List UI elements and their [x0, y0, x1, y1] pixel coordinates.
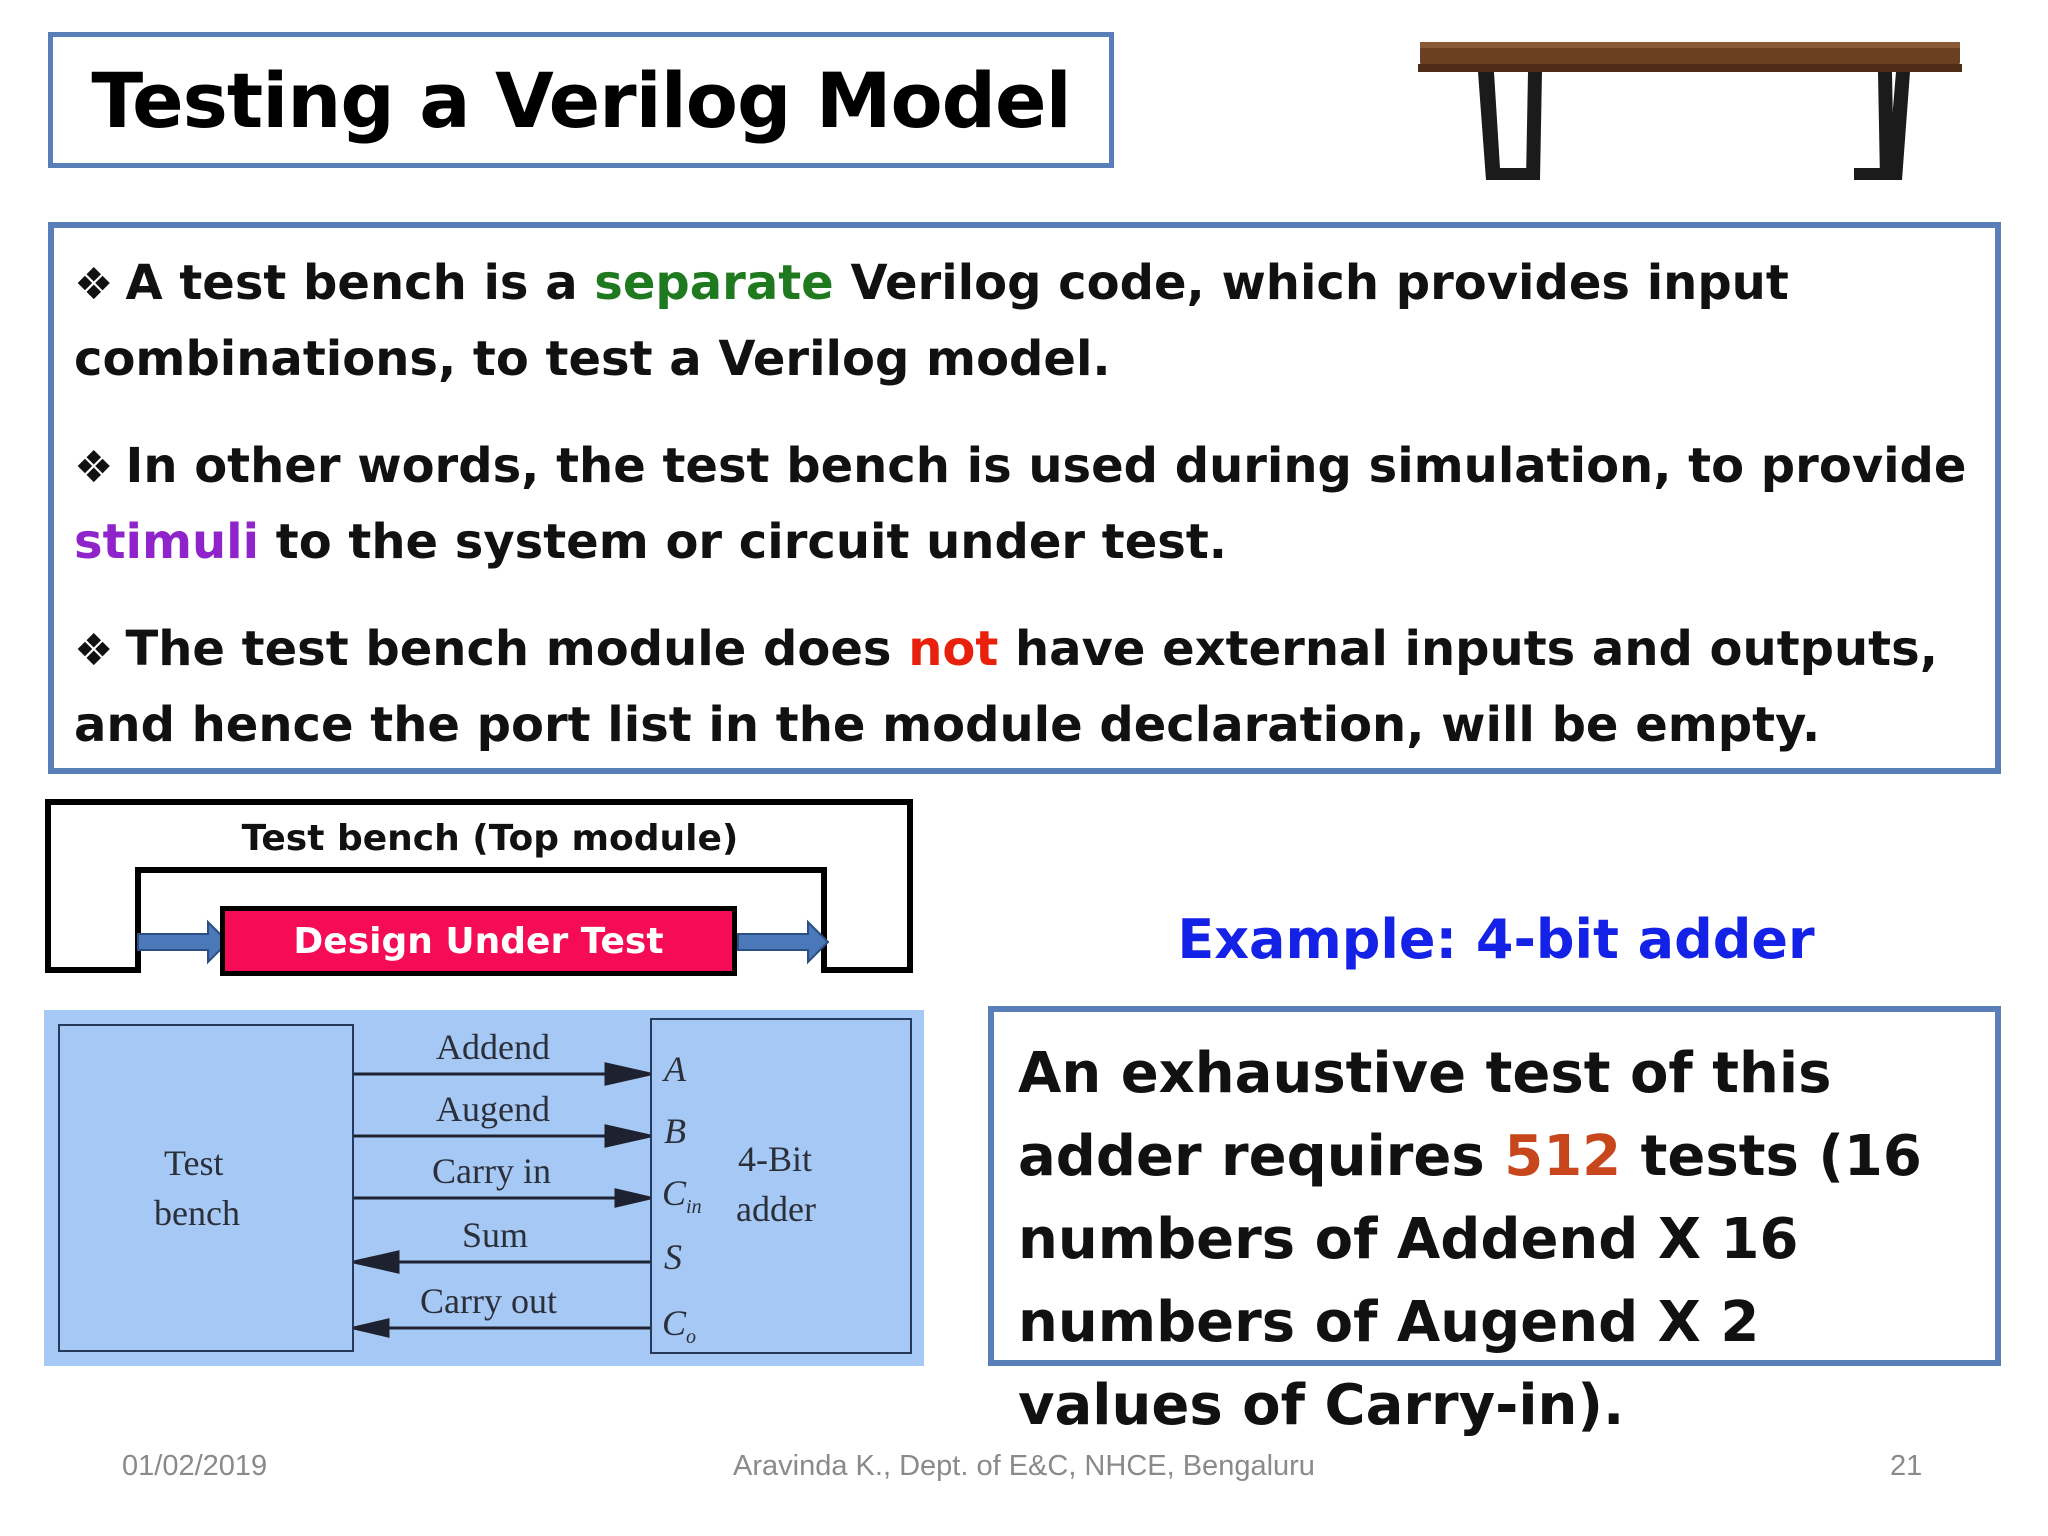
bullet-3-highlight: not	[908, 621, 999, 677]
dut-label: Design Under Test	[293, 920, 664, 962]
signal-carry-in: Carry in	[432, 1151, 551, 1191]
info-box	[988, 1006, 2001, 1438]
info-post: tests (16 numbers of Addend X 16 numbers of Augend X 2 values of Carry-in).	[1018, 1124, 1922, 1438]
signal-augend: Augend	[436, 1089, 550, 1129]
info-number: 512	[1504, 1124, 1622, 1189]
sum-arrowhead-icon	[354, 1252, 398, 1272]
testbench-label: Test bench (Top module)	[241, 818, 739, 859]
signal-addend: Addend	[436, 1027, 550, 1067]
carry-in-arrowhead-icon	[616, 1190, 650, 1206]
port-cout-subscript: o	[686, 1326, 697, 1349]
signal-carry-out: Carry out	[420, 1281, 557, 1321]
bullet-3-post: have external inputs and outputs, and hence the port list in the module declaration, will be empty.	[74, 621, 1938, 753]
footer-date: 01/02/2019	[122, 1450, 268, 1482]
bullet-1-pre: A test bench is a	[125, 255, 595, 311]
diamond-bullet-icon: ❖	[74, 442, 114, 493]
signal-sum: Sum	[462, 1215, 529, 1255]
bullet-2	[74, 429, 1975, 580]
bullet-2-pre: In other words, the test bench is used during simulation, to provide	[125, 438, 1967, 494]
bullet-1-post: Verilog code, which provides input combinations, to test a Verilog model.	[74, 255, 1789, 387]
bench-image	[1410, 30, 1970, 190]
info-pre: An exhaustive test of this adder requires	[1018, 1041, 1832, 1189]
adder-block-label-2: adder	[736, 1189, 816, 1229]
port-cin-letter: C	[662, 1173, 687, 1213]
example-heading: Example: 4-bit adder	[1177, 908, 1815, 971]
augend-arrowhead-icon	[606, 1126, 650, 1146]
diamond-bullet-icon: ❖	[74, 259, 114, 310]
bullet-2-highlight: stimuli	[74, 514, 260, 570]
testbench-block-label-2: bench	[154, 1193, 240, 1233]
info-text	[1018, 1032, 1977, 1447]
port-b: B	[664, 1111, 686, 1151]
port-cin-subscript: in	[686, 1196, 702, 1219]
bullet-1-highlight: separate	[594, 255, 834, 311]
testbench-block-label-1: Test	[164, 1143, 224, 1183]
port-s: S	[664, 1237, 682, 1277]
adder-block-label-1: 4-Bit	[738, 1139, 813, 1179]
port-cin	[662, 1172, 702, 1219]
addend-arrowhead-icon	[606, 1064, 650, 1084]
port-cout-letter: C	[662, 1303, 687, 1343]
bullet-1	[74, 246, 1975, 397]
footer-author: Aravinda K., Dept. of E&C, NHCE, Bengaluru	[733, 1450, 1315, 1482]
output-arrow-icon	[738, 922, 828, 962]
slide-title: Testing a Verilog Model	[91, 55, 1071, 145]
carry-out-arrowhead-icon	[354, 1320, 388, 1336]
port-cout	[662, 1302, 696, 1349]
bullets-panel	[48, 222, 2001, 774]
bullet-2-post: to the system or circuit under test.	[259, 514, 1228, 570]
port-a: A	[664, 1049, 686, 1089]
bullet-3-pre: The test bench module does	[125, 621, 909, 677]
bullet-3	[74, 612, 1975, 763]
diamond-bullet-icon: ❖	[74, 625, 114, 676]
footer-page-number: 21	[1890, 1450, 1923, 1482]
dut-box	[220, 906, 737, 976]
title-box	[48, 32, 1114, 168]
input-arrow-icon	[138, 922, 228, 962]
